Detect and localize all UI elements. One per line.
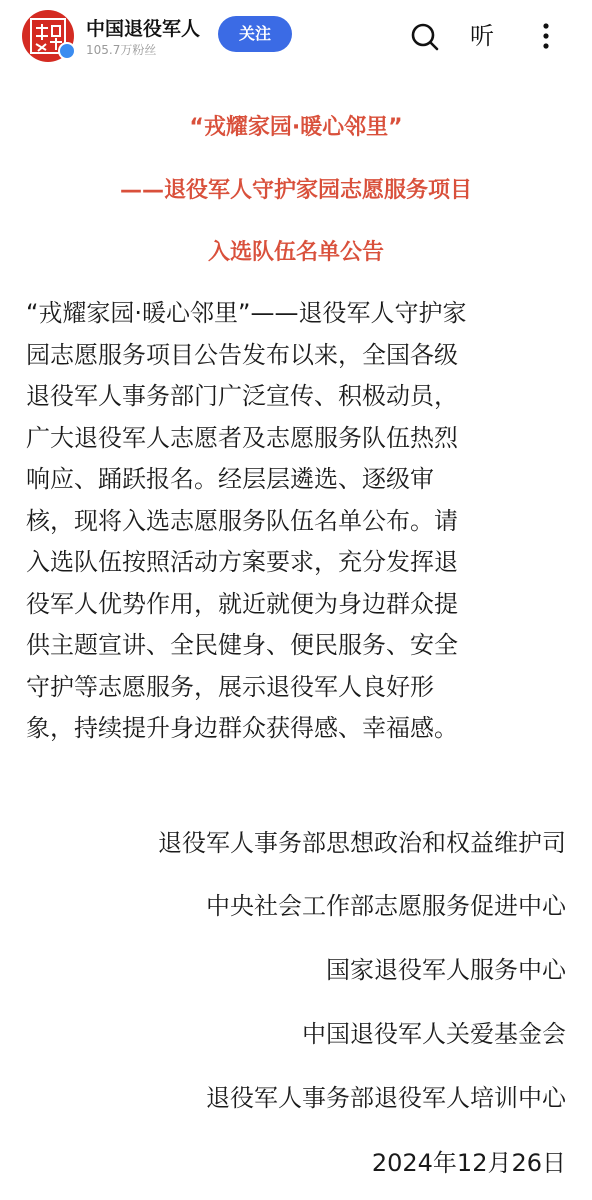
publish-date: 2024年12月26日 bbox=[371, 1149, 566, 1177]
body-line: 响应、踊跃报名。经层层遴选、逐级审 bbox=[26, 465, 434, 493]
article-body bbox=[26, 293, 570, 750]
more-vertical-icon[interactable] bbox=[534, 18, 558, 54]
article-title-line-2: ——退役军人守护家园志愿服务项目 bbox=[119, 178, 472, 203]
search-icon[interactable] bbox=[408, 20, 442, 54]
app-header bbox=[0, 0, 592, 76]
signature-org-3: 国家退役军人服务中心 bbox=[326, 956, 566, 984]
signature-org-1: 退役军人事务部思想政治和权益维护司 bbox=[158, 829, 566, 857]
body-line: 入选队伍按照活动方案要求，充分发挥退 bbox=[26, 548, 458, 576]
account-name[interactable]: 中国退役军人 bbox=[86, 18, 201, 40]
signature-org-4: 中国退役军人关爱基金会 bbox=[302, 1020, 566, 1048]
body-line: 核，现将入选志愿服务队伍名单公布。请 bbox=[26, 506, 458, 535]
body-line: 供主题宣讲、全民健身、便民服务、安全 bbox=[26, 631, 458, 659]
signature-org-5: 退役军人事务部退役军人培训中心 bbox=[206, 1084, 566, 1112]
body-line: 园志愿服务项目公告发布以来，全国各级 bbox=[26, 340, 458, 369]
article-title-line-1: “戎耀家园·暖心邻里” bbox=[189, 115, 403, 140]
body-line: 守护等志愿服务，展示退役军人良好形 bbox=[26, 672, 434, 701]
follow-button[interactable]: 关注 bbox=[218, 16, 292, 52]
article-title-line-3: 入选队伍名单公告 bbox=[207, 240, 384, 265]
verified-badge-icon bbox=[58, 42, 76, 60]
body-line: 象，持续提升身边群众获得感、幸福感。 bbox=[26, 714, 458, 742]
listen-button[interactable]: 听 bbox=[470, 22, 494, 50]
body-line: 广大退役军人志愿者及志愿服务队伍热烈 bbox=[26, 423, 458, 452]
fan-count: 105.7万粉丝 bbox=[86, 43, 157, 57]
body-line: 役军人优势作用，就近就便为身边群众提 bbox=[26, 589, 458, 618]
body-line: “戎耀家园·暖心邻里”——退役军人守护家 bbox=[26, 299, 467, 327]
signature-org-2: 中央社会工作部志愿服务促进中心 bbox=[206, 892, 566, 920]
body-line: 退役军人事务部门广泛宣传、积极动员， bbox=[26, 382, 458, 410]
